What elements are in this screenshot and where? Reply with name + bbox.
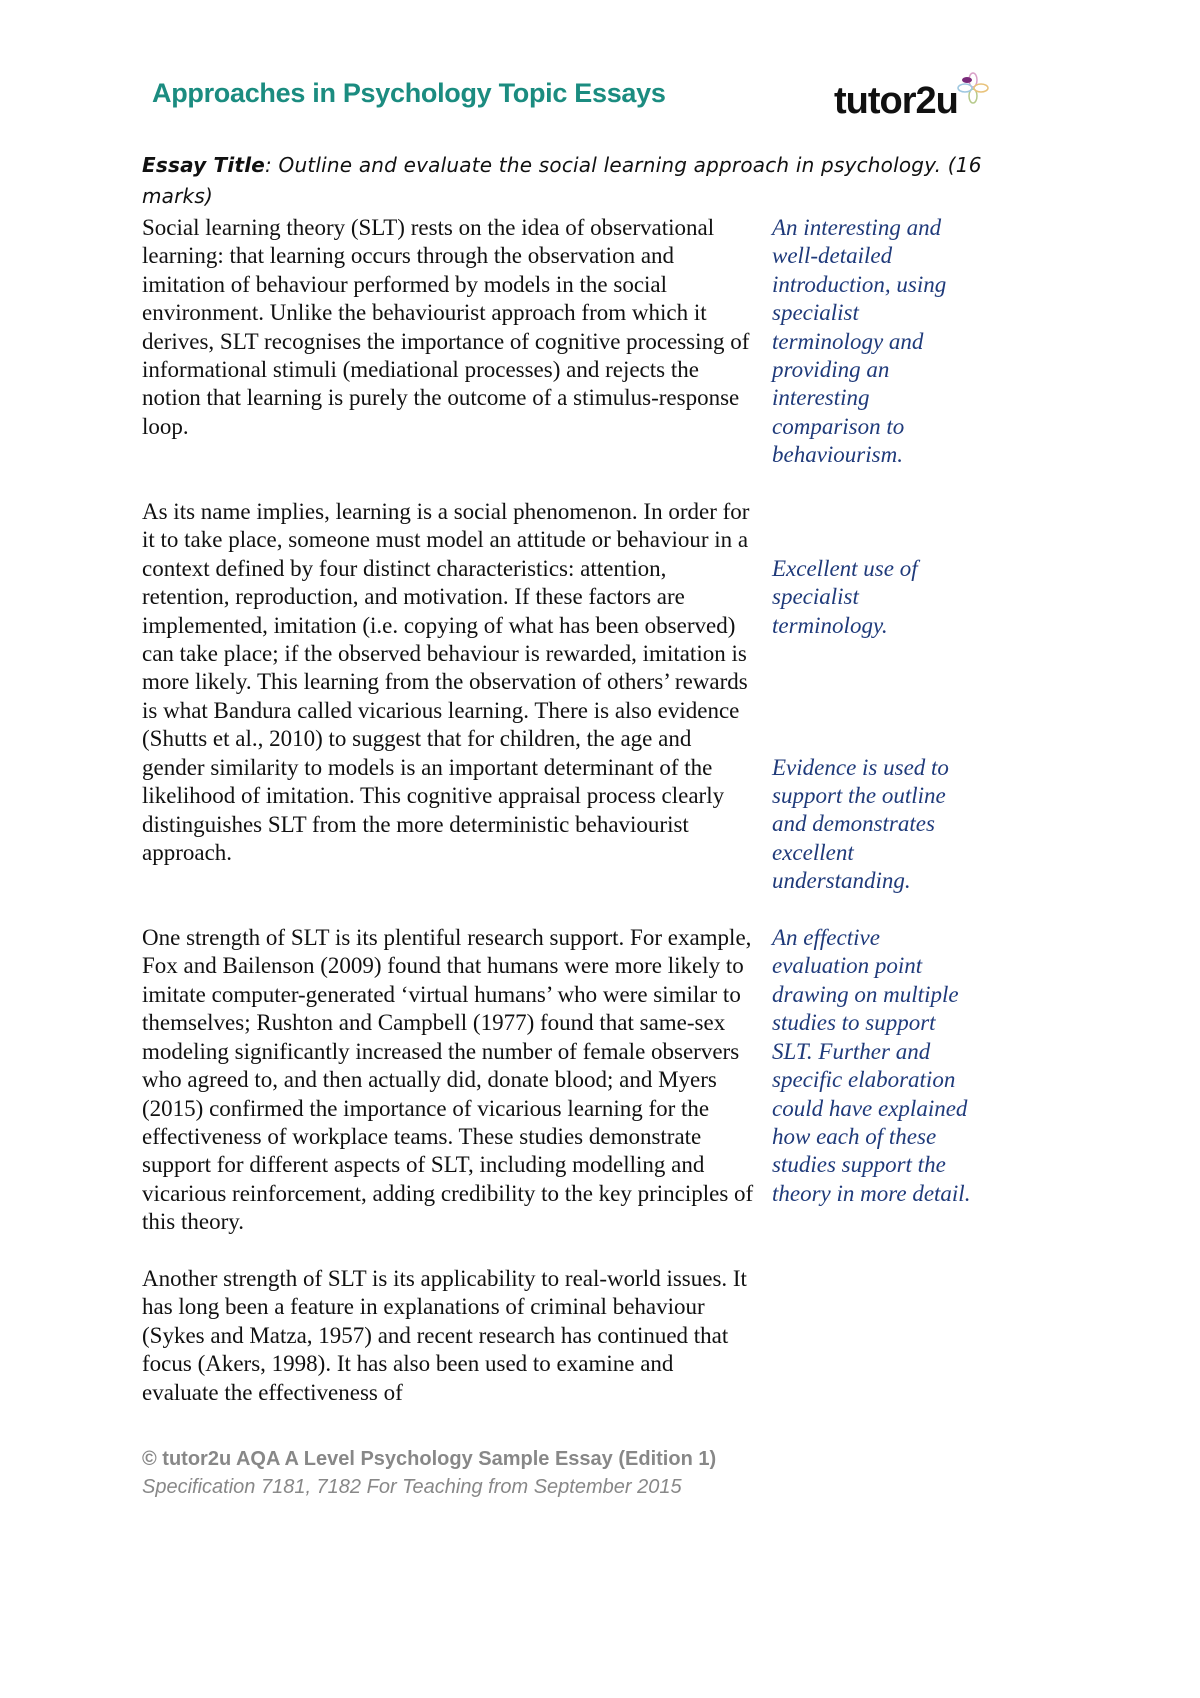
document-header-title: Approaches in Psychology Topic Essays xyxy=(152,78,666,108)
essay-row xyxy=(142,214,992,470)
teacher-comment: An effective evaluation point drawing on multiple studies to support SLT. Further and specific elaboration could have explained how each of these studies support the theory in more detail. xyxy=(772,925,971,1206)
teacher-comments xyxy=(772,498,972,896)
footer-specification: Specification 7181, 7182 For Teaching from September 2015 xyxy=(142,1476,682,1498)
essay-paragraph: Another strength of SLT is its applicability to real-world issues. It has long been a feature in explanations of criminal behaviour (Sykes and Matza, 1957) and recent research has continued that focus (Akers, 1998). It has also been used to examine and evaluate the effectiveness of xyxy=(142,1265,747,1405)
essay-row xyxy=(142,924,992,1236)
tutor2u-logo: tutor2u xyxy=(834,80,958,122)
essay-title xyxy=(142,150,982,212)
essay-body xyxy=(142,214,992,1435)
essay-title-label: Essay Title xyxy=(142,153,266,177)
essay-paragraph: As its name implies, learning is a social phenomenon. In order for it to take place, someone must model an attitude or behaviour in a context defined by four distinct characteristics: attention, retention, reproduction, and motivation. If these factors are implemented, imitation (i.e. copying of what has been observed) can take place; if the observed behaviour is rewarded, imitation is more likely. This learning from the observation of others’ rewards is what Bandura called vicarious learning. There is also evidence (Shutts et al., 2010) to suggest that for children, the age and gender similarity to models is an important determinant of the likelihood of imitation. This cognitive appraisal process clearly distinguishes SLT from the more deterministic behaviourist approach. xyxy=(142,499,750,865)
essay-paragraph: Social learning theory (SLT) rests on the idea of observational learning: that learning occurs through the observation and imitation of behaviour performed by models in the social environment. Unlike the behaviourist approach from which it derives, SLT recognises the importance of cognitive processing of informational stimuli (mediational processes) and rejects the notion that learning is purely the outcome of a stimulus-response loop. xyxy=(142,215,750,439)
teacher-comment: Excellent use of specialist terminology. xyxy=(772,555,918,638)
essay-row xyxy=(142,1265,992,1407)
teacher-comment: Evidence is used to support the outline and demonstrates excellent understanding. xyxy=(772,754,949,894)
essay-title-text: : Outline and evaluate the social learning approach in psychology. (16 marks) xyxy=(142,153,982,208)
teacher-comment: An interesting and well-detailed introduction, using specialist terminology and providing an interesting comparison to behaviourism. xyxy=(772,215,947,468)
footer-copyright: © tutor2u AQA A Level Psychology Sample Essay (Edition 1) xyxy=(142,1448,717,1470)
essay-row xyxy=(142,498,992,896)
essay-paragraph: One strength of SLT is its plentiful research support. For example, Fox and Bailenson (2009) found that humans were more likely to imitate computer-generated ‘virtual humans’ who were similar to themselves; Rushton and Campbell (1977) found that same-sex modeling significantly increased the number of female observers who agreed to, and then actually did, donate blood; and Myers (2015) confirmed the importance of vicarious learning for the effectiveness of workplace teams. These studies demonstrate support for different aspects of SLT, including modelling and vicarious reinforcement, adding credibility to the key principles of this theory. xyxy=(142,925,754,1235)
flower-logo-icon xyxy=(955,70,991,106)
